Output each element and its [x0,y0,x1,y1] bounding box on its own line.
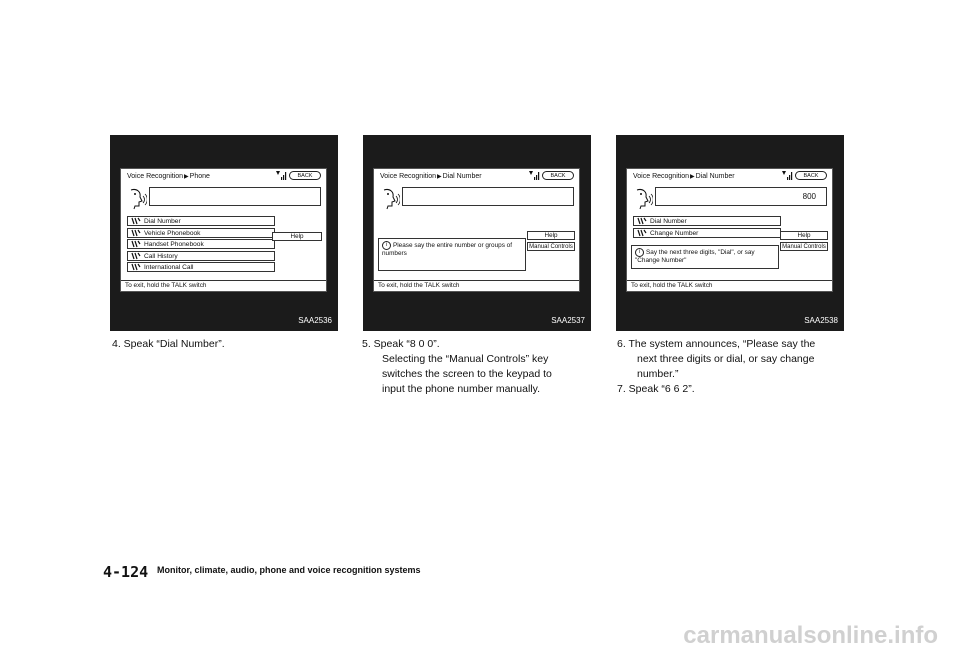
back-button[interactable]: BACK [289,171,321,180]
voice-mic-icon [131,252,141,260]
caption-line: next three digits or dial, or say change [637,353,815,365]
manual-controls-button[interactable]: Manual Controls [780,242,828,251]
screen [373,168,580,292]
prompt-text: Please say the entire number or groups of numbers [382,242,513,258]
info-icon: i [635,248,644,257]
number-input-field [655,187,827,206]
figure-code: SAA2538 [804,316,838,325]
breadcrumb [127,173,210,180]
breadcrumb-item: Dial Number [695,173,735,180]
figure-code: SAA2537 [551,316,585,325]
caption-step-6-7 [617,337,815,397]
breadcrumb-arrow-icon: ▶ [184,174,189,180]
figure-dial-number [363,135,591,331]
voice-command-list [633,216,781,239]
screen [626,168,833,292]
signal-strength-icon [782,171,793,180]
breadcrumb-item[interactable]: Voice Recognition [127,173,184,180]
menu-item-label: Call History [144,252,178,260]
info-icon: i [382,241,391,250]
figure-code: SAA2536 [298,316,332,325]
input-value: 800 [802,192,816,201]
menu-item-vehicle-phonebook[interactable] [127,228,275,238]
caption-line: 4. Speak “Dial Number”. [112,338,225,350]
breadcrumb-arrow-icon: ▶ [437,174,442,180]
voice-mic-icon [637,217,647,225]
caption-line: 6. The system announces, “Please say the [617,338,816,350]
exit-hint: To exit, hold the TALK switch [627,280,832,291]
watermark: carmanualsonline.info [683,622,938,649]
voice-mic-icon [131,217,141,225]
speaking-head-icon [380,187,400,211]
breadcrumb [380,173,482,180]
voice-prompt [378,238,526,271]
menu-item-label: Dial Number [144,218,181,225]
caption-line: 5. Speak “8 0 0”. [362,338,440,350]
exit-hint: To exit, hold the TALK switch [121,280,326,291]
figure-dial-number-800 [616,135,844,331]
caption-step-5 [362,337,552,397]
help-button[interactable]: Help [272,232,322,241]
menu-item-call-history[interactable] [127,251,275,261]
screen [120,168,327,292]
menu-item-change-number[interactable] [633,228,781,238]
figure-phone-menu [110,135,338,331]
voice-mic-icon [131,229,141,237]
caption-line: Selecting the “Manual Controls” key [382,353,549,365]
menu-item-dial-number[interactable] [633,216,781,226]
menu-item-label: Vehicle Phonebook [144,229,201,237]
menu-item-label: Dial Number [650,218,687,225]
menu-item-international-call[interactable] [127,262,275,272]
manual-controls-button[interactable]: Manual Controls [527,242,575,251]
back-button[interactable]: BACK [542,171,574,180]
menu-item-handset-phonebook[interactable] [127,239,275,249]
signal-strength-icon [529,171,540,180]
caption-line: input the phone number manually. [382,383,540,395]
breadcrumb-item: Dial Number [442,173,482,180]
number-input-field [149,187,321,206]
menu-item-label: International Call [144,264,194,271]
voice-mic-icon [637,229,647,237]
help-button[interactable]: Help [527,231,575,240]
help-button[interactable]: Help [780,231,828,240]
menu-item-label: Handset Phonebook [144,241,204,248]
caption-line: switches the screen to the keypad to [382,368,552,380]
voice-command-list [127,216,275,274]
voice-prompt [631,245,779,269]
breadcrumb [633,173,735,180]
breadcrumb-item: Phone [189,173,210,180]
exit-hint: To exit, hold the TALK switch [374,280,579,291]
prompt-text: Say the next three digits, "Dial", or say "Change Number" [635,249,755,265]
page-number: 4-124 [103,563,149,581]
caption-line: 7. Speak “6 6 2”. [617,383,695,395]
speaking-head-icon [127,187,147,211]
caption-line: number.” [637,368,679,380]
voice-mic-icon [131,240,141,248]
speaking-head-icon [633,187,653,211]
number-input-field [402,187,574,206]
voice-mic-icon [131,263,141,271]
section-title: Monitor, climate, audio, phone and voice recognition systems [157,565,421,575]
signal-strength-icon [276,171,287,180]
caption-step-4 [112,337,225,352]
breadcrumb-item[interactable]: Voice Recognition [380,173,437,180]
breadcrumb-item[interactable]: Voice Recognition [633,173,690,180]
back-button[interactable]: BACK [795,171,827,180]
breadcrumb-arrow-icon: ▶ [690,174,695,180]
menu-item-label: Change Number [650,229,699,237]
menu-item-dial-number[interactable] [127,216,275,226]
